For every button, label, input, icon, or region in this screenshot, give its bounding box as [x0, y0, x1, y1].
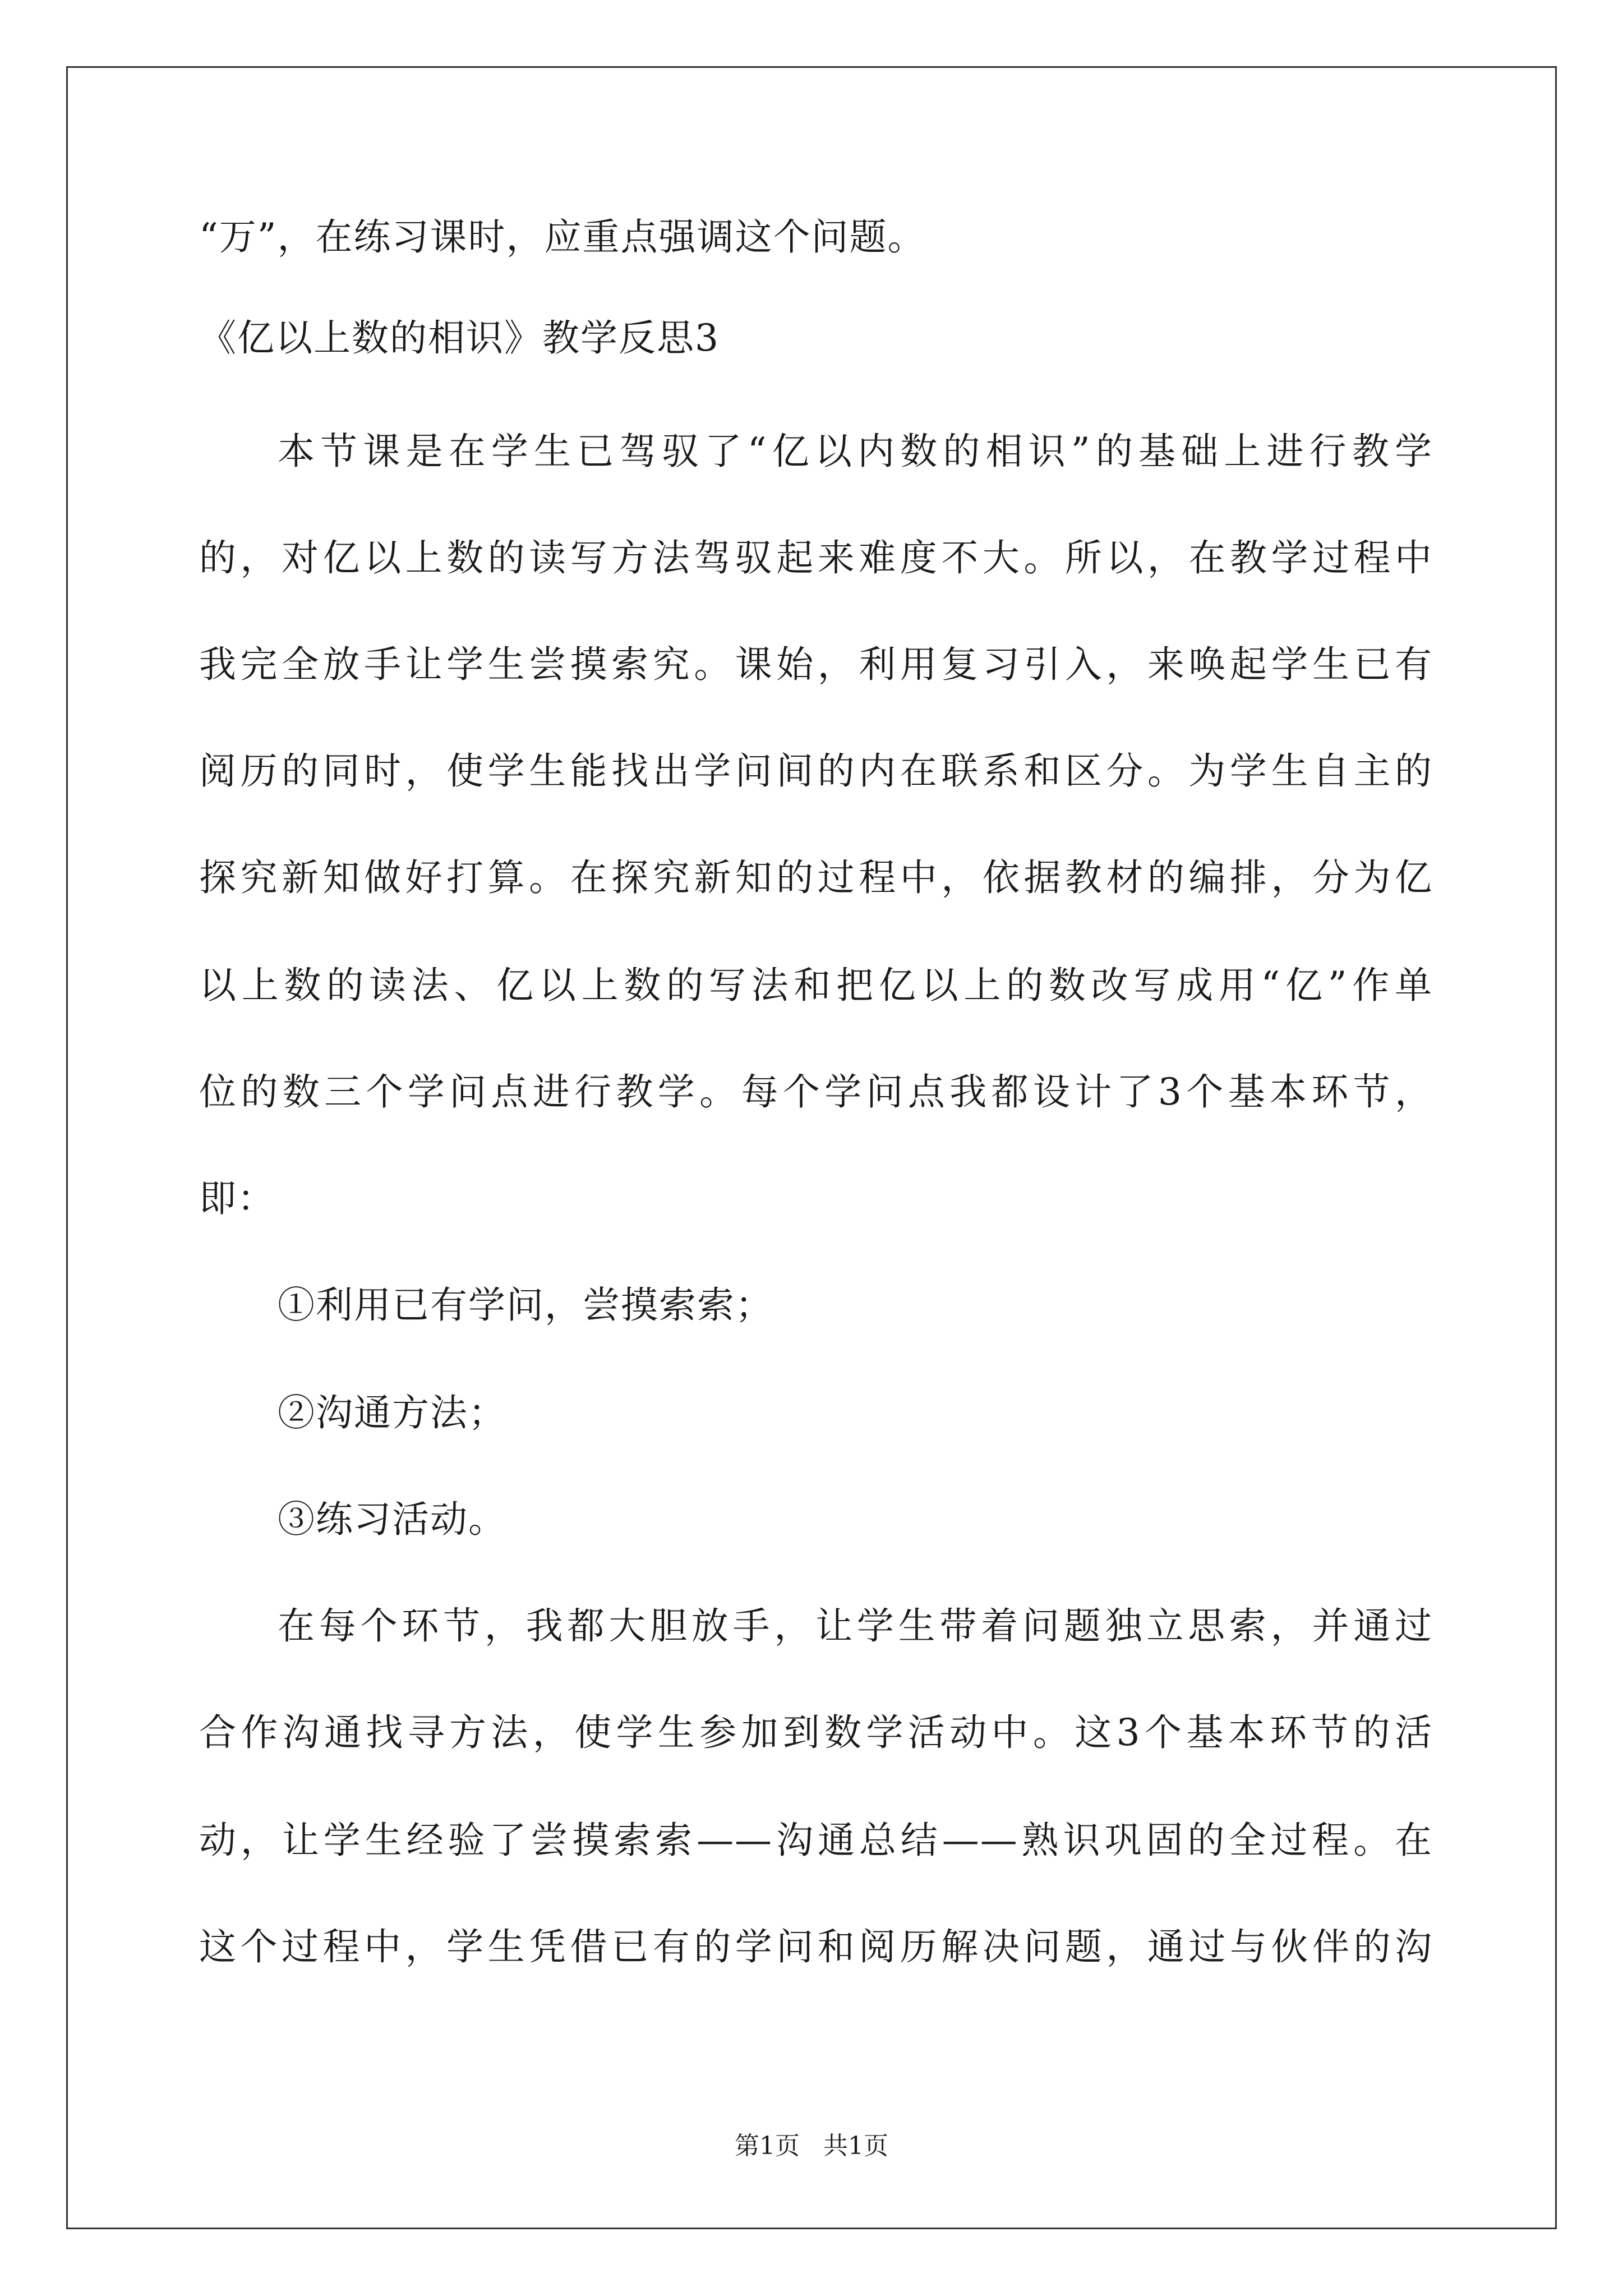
text-line-14: 在每个环节，我都大胆放手，让学生带着问题独立思索，并通过 [278, 1604, 1433, 1648]
text-line-16: 动，让学生经验了尝摸索索——沟通总结——熟识巩固的全过程。在 [199, 1819, 1433, 1862]
text-line-10: 即： [199, 1177, 275, 1220]
page-border [66, 66, 1557, 2229]
text-line-3: 本节课是在学生已驾驭了“亿以内数的相识”的基础上进行教学 [278, 430, 1433, 473]
text-line-15: 合作沟通找寻方法，使学生参加到数学活动中。这3个基本环节的活 [199, 1711, 1433, 1754]
list-item-2: ②沟通方法； [278, 1391, 506, 1434]
section-heading: 《亿以上数的相识》教学反思3 [199, 316, 720, 360]
text-line-17: 这个过程中，学生凭借已有的学问和阅历解决问题，通过与伙伴的沟 [199, 1925, 1433, 1968]
text-line-8: 以上数的读法、亿以上数的写法和把亿以上的数改写成用“亿”作单 [199, 964, 1433, 1007]
list-item-3: ③练习活动。 [278, 1498, 506, 1541]
list-item-1: ①利用已有学问，尝摸索索； [278, 1283, 773, 1327]
text-line-1: “万”，在练习课时，应重点强调这个问题。 [199, 215, 926, 259]
text-line-9: 位的数三个学问点进行教学。每个学问点我都设计了3个基本环节， [199, 1070, 1433, 1114]
text-line-4: 的，对亿以上数的读写方法驾驭起来难度不大。所以，在教学过程中 [199, 536, 1433, 579]
text-line-6: 阅历的同时，使学生能找出学问间的内在联系和区分。为学生自主的 [199, 749, 1433, 793]
page-footer: 第1页 共1页 [735, 2132, 888, 2160]
text-line-7: 探究新知做好打算。在探究新知的过程中，依据教材的编排，分为亿 [199, 856, 1433, 899]
text-line-5: 我完全放手让学生尝摸索究。课始，利用复习引入，来唤起学生已有 [199, 643, 1433, 686]
